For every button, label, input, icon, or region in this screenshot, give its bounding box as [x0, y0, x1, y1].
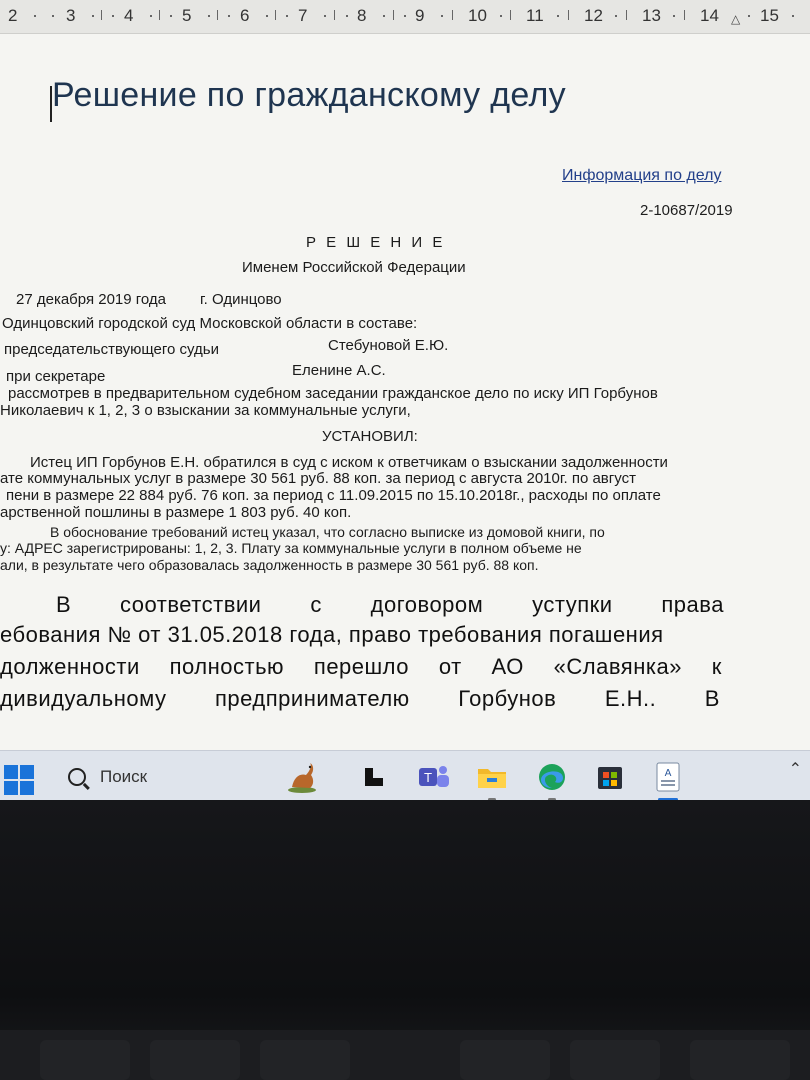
- paragraph-line: пени в размере 22 884 руб. 76 коп. за период с 11.09.2015 по 15.10.2018г., расходы по оплате: [6, 487, 661, 504]
- paragraph-line: Истец ИП Горбунов Е.Н. обратился в суд с иском к ответчикам о взыскании задолженности: [30, 454, 668, 471]
- word: полностью: [169, 654, 285, 679]
- paragraph-line: В обоснование требований истец указал, что согласно выписке из домовой книги, по: [50, 524, 605, 540]
- terminal-icon[interactable]: [356, 759, 392, 795]
- word: «Славянка»: [553, 654, 682, 679]
- large-text-line: [0, 686, 720, 712]
- ruler-tick: [159, 10, 160, 20]
- ruler-dot: [286, 15, 288, 17]
- ruler-dot: [500, 15, 502, 17]
- word: Горбунов: [458, 686, 557, 711]
- ruler-number: 6: [240, 6, 250, 25]
- ruler-dot: [34, 15, 36, 17]
- court-line: Одинцовский городской суд Московской области в составе:: [2, 315, 418, 332]
- word: Е.Н..: [604, 686, 657, 711]
- word: дивидуальному: [0, 686, 167, 711]
- considered-line: рассмотрев в предварительном судебном заседании гражданское дело по иску ИП Горбунов: [8, 385, 658, 402]
- ruler-tick: [626, 10, 627, 20]
- ruler-dot: [383, 15, 385, 17]
- large-text-line: ебования № от 31.05.2018 года, право требования погашения: [0, 622, 664, 647]
- ruler-dot: [792, 15, 794, 17]
- keyboard-key: [570, 1040, 660, 1080]
- ruler-dot: [92, 15, 94, 17]
- ruler-number: 14: [700, 6, 719, 25]
- decision-subheading: Именем Российской Федерации: [242, 259, 466, 276]
- ruler-dot: [208, 15, 210, 17]
- teams-icon[interactable]: [416, 759, 452, 795]
- ruler-number: 8: [357, 6, 367, 25]
- ruler-dot: [112, 15, 114, 17]
- chevron-up-icon[interactable]: ⌃: [788, 761, 802, 778]
- ruler-dot: [228, 15, 230, 17]
- ruler-number: 15: [760, 6, 779, 25]
- taskbar: [0, 750, 810, 800]
- word: уступки: [532, 592, 613, 617]
- ruler-dot: [170, 15, 172, 17]
- search-icon: [68, 768, 86, 786]
- ruler-tick: [568, 10, 569, 20]
- paragraph-line: арственной пошлины в размере 1 803 руб. 40 коп.: [0, 504, 352, 521]
- ruler-number: 13: [642, 6, 661, 25]
- word: АО: [491, 654, 524, 679]
- ruler-dot: [404, 15, 406, 17]
- search-label: Поиск: [100, 767, 148, 786]
- ruler-number: 9: [415, 6, 425, 25]
- established-heading: УСТАНОВИЛ:: [322, 428, 418, 445]
- secretary-label: при секретаре: [6, 368, 106, 385]
- word: к: [711, 654, 722, 679]
- ruler-number: 7: [298, 6, 308, 25]
- word: предпринимателю: [215, 686, 410, 711]
- paragraph-line: али, в результате чего образовалась задолженность в размере 30 561 руб. 88 коп.: [0, 557, 539, 573]
- ruler-dot: [673, 15, 675, 17]
- considered-line-2: Николаевич к 1, 2, 3 о взыскании за коммунальные услуги,: [0, 402, 411, 419]
- keyboard-key: [150, 1040, 240, 1080]
- word: с: [310, 592, 322, 617]
- large-text-line: [0, 654, 722, 680]
- ruler-dot: [266, 15, 268, 17]
- paragraph-line: ате коммунальных услуг в размере 30 561 руб. 88 коп. за период с августа 2010г. по август: [0, 470, 636, 487]
- ruler-number: 4: [124, 6, 134, 25]
- ruler-tick: [275, 10, 276, 20]
- ruler-dot: [346, 15, 348, 17]
- page-title: Решение по гражданскому делу: [52, 76, 566, 114]
- ruler-dot: [150, 15, 152, 17]
- ruler-dot: [748, 15, 750, 17]
- case-info-link[interactable]: Информация по делу: [562, 167, 722, 184]
- ruler-dot: [615, 15, 617, 17]
- ruler-tick: [452, 10, 453, 20]
- ruler-tick: [684, 10, 685, 20]
- secretary-name: Еленине А.С.: [292, 362, 386, 379]
- ruler-dot: [324, 15, 326, 17]
- ruler-tick: [393, 10, 394, 20]
- word: долженности: [0, 654, 140, 679]
- word: перешло: [313, 654, 409, 679]
- ruler-number: 5: [182, 6, 192, 25]
- ruler-number: 12: [584, 6, 603, 25]
- word: договором: [370, 592, 484, 617]
- svg-text:T: T: [424, 771, 432, 785]
- word: от: [438, 654, 462, 679]
- word-document-icon[interactable]: [650, 759, 686, 795]
- taskbar-search[interactable]: [58, 761, 258, 793]
- document-page[interactable]: [0, 34, 810, 750]
- keyboard-key: [690, 1040, 790, 1080]
- decision-heading: Р Е Ш Е Н И Е: [306, 234, 446, 251]
- word: соответствии: [120, 592, 262, 617]
- ruler-number: 3: [66, 6, 76, 25]
- file-explorer-icon[interactable]: [474, 759, 510, 795]
- word: В: [56, 592, 72, 617]
- large-text-line: [56, 592, 724, 618]
- judge-name: Стебуновой Е.Ю.: [328, 337, 449, 354]
- windows-start-icon[interactable]: [4, 765, 36, 797]
- svg-text:A: A: [664, 768, 672, 779]
- ruler-dot: [441, 15, 443, 17]
- ruler-dot: [557, 15, 559, 17]
- paragraph-line: у: АДРЕС зарегистрированы: 1, 2, 3. Плату за коммунальные услуги в полном объеме не: [0, 540, 582, 556]
- ruler-number: 2: [8, 6, 18, 25]
- ruler-number: 11: [526, 6, 544, 25]
- keyboard-key: [40, 1040, 130, 1080]
- case-number: 2-10687/2019: [640, 202, 733, 219]
- word: В: [704, 686, 720, 711]
- decision-city: г. Одинцово: [200, 291, 282, 308]
- keyboard-key: [260, 1040, 350, 1080]
- word: права: [661, 592, 724, 617]
- kangaroo-app-icon[interactable]: [284, 759, 320, 795]
- ruler-tick: [217, 10, 218, 20]
- store-icon[interactable]: [592, 759, 628, 795]
- ruler-dot: [52, 15, 54, 17]
- edge-icon[interactable]: [534, 759, 570, 795]
- horizontal-ruler[interactable]: [0, 0, 810, 34]
- ruler-tick: [510, 10, 511, 20]
- keyboard-key: [460, 1040, 550, 1080]
- decision-date: 27 декабря 2019 года: [16, 291, 167, 308]
- judge-label: председательствующего судьи: [4, 341, 219, 358]
- ruler-tick: [334, 10, 335, 20]
- ruler-tick: [101, 10, 102, 20]
- ruler-number: 10: [468, 6, 487, 25]
- tab-stop-marker[interactable]: △: [731, 12, 741, 26]
